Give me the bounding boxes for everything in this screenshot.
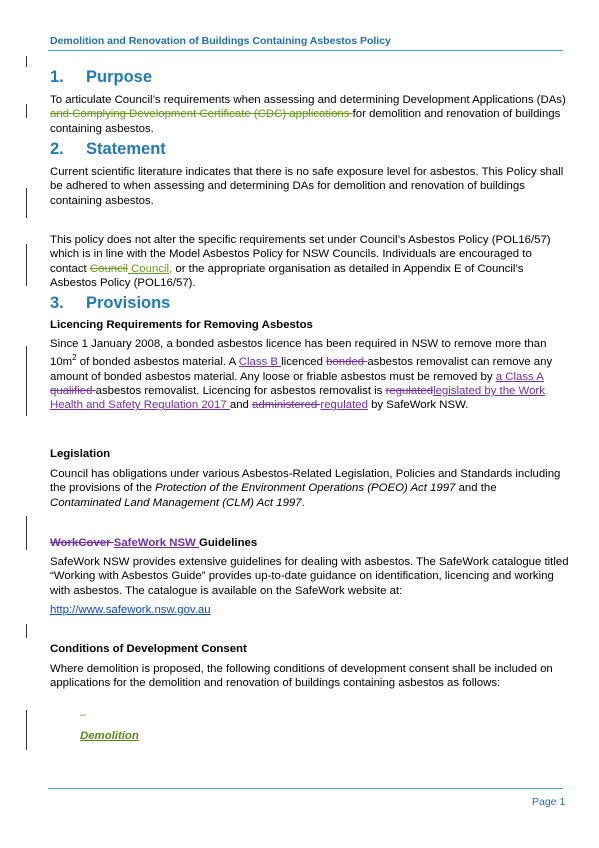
conditions-paragraph: Where demolition is proposed, the following conditions of development consent shall be included on applications for the demolition and renovation of buildings containing asbestos as follows: (50, 663, 553, 690)
section-heading-provisions: 3. Provisions (50, 294, 171, 312)
change-bar (26, 104, 27, 118)
statement-paragraph-2: This policy does not alter the specific requirements set under Council’s Asbestos Policy (POL16/57) which is in line with the Model Asbestos Policy for NSW Councils. Individuals are encouraged to contact Council Council, or the appropriate organisation as detailed in Appendix E of Council’s Asbestos Policy (POL16/57). (50, 234, 551, 290)
licencing-heading: Licencing Requirements for Removing Asbestos (50, 319, 313, 331)
legislation-heading: Legislation (50, 448, 111, 460)
section-heading-purpose: 1. Purpose (50, 68, 153, 86)
legislation-paragraph: Council has obligations under various Asbestos-Related Legislation, Policies and Standards including the provisions of the Protection of the Environment Operations (POEO) Act 1997 and the Contaminated Land Management (CLM) Act 1997. (50, 468, 561, 509)
change-bar (26, 188, 27, 218)
licencing-paragraph: Since 1 January 2008, a bonded asbestos licence has been required in NSW to remove more than $10m^2$ of bonded asbestos material. A Class B licenced bonded asbestos removalist can remove any amount of bonded asbestos material. Any loose or friable asbestos must be removed by a Class A qualified asbestos removalist. Licencing for asbestos removalist is regulatedlegislated by the Work Health and Safety Regulation 2017 and administered regulated by SafeWork NSW. (50, 338, 553, 412)
guidelines-paragraph: SafeWork NSW provides extensive guidelines for dealing with asbestos. The SafeWork catalogue titled “Working with Asbestos Guide” provides up-to-date guidance on identification, licencing and working with asbestos. The catalogue is available on the SafeWork website at: (50, 556, 569, 597)
change-bar (26, 56, 27, 67)
header-rule (48, 50, 563, 51)
page-number: Page 1 (532, 796, 566, 808)
change-bar (26, 244, 27, 286)
footer-rule (48, 788, 563, 789)
safework-link[interactable]: http://www.safework.nsw.gov.au (50, 604, 211, 616)
change-bar (26, 710, 27, 750)
purpose-paragraph: To articulate Council’s requirements when assessing and determining Development Applications (DAs) and Complying Development Certificate (CDC) applications for demolition and renovation of buildings containing asbestos. (50, 94, 566, 135)
section-heading-statement: 2. Statement (50, 140, 166, 158)
inserted-dash-mark: – (80, 709, 87, 721)
guidelines-heading: WorkCover SafeWork NSW Guidelines (50, 537, 258, 549)
change-bar (26, 346, 27, 416)
change-bar (26, 516, 27, 550)
conditions-heading: Conditions of Development Consent (50, 643, 247, 655)
demolition-subheading: Demolition (80, 730, 139, 742)
document-header-title: Demolition and Renovation of Buildings Containing Asbestos Policy (50, 35, 391, 47)
change-bar (26, 624, 27, 638)
statement-paragraph: Current scientific literature indicates that there is no safe exposure level for asbestos. This Policy shall be adhered to when assessing and determining DAs for demolition and renovation of buildings containing asbestos. (50, 166, 564, 207)
